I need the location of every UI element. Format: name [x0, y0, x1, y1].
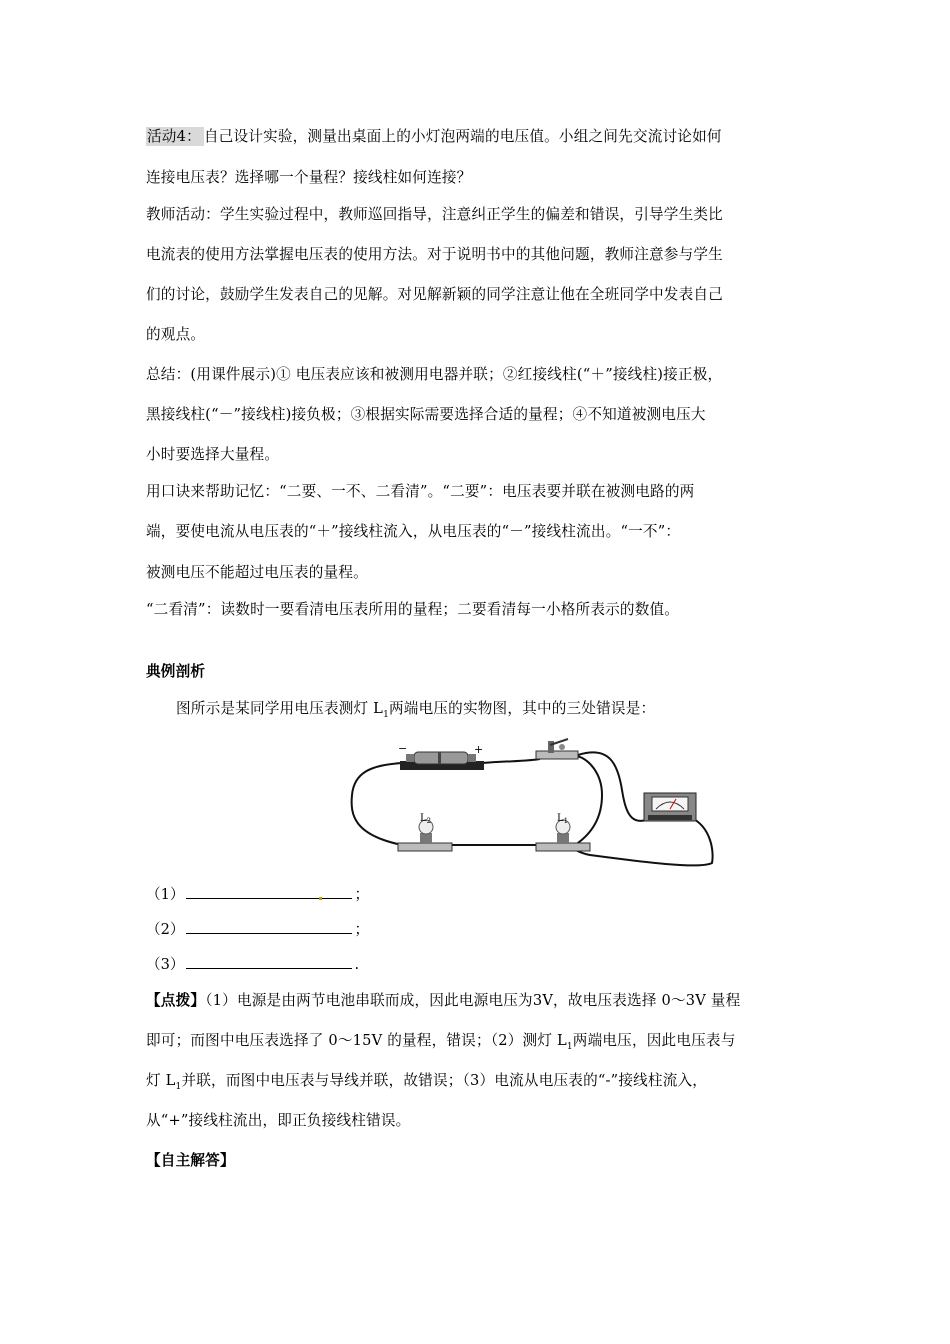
activity-text: 自己设计实验，测量出桌面上的小灯泡两端的电压值。小组之间先交流讨论如何	[203, 128, 722, 145]
answer-blank-2[interactable]	[186, 919, 352, 934]
hint-line-2: 即可；而图中电压表选择了 0～15V 的量程，错误；（2）测灯 $L_1$两端电压，因此电压表与	[146, 1032, 736, 1052]
answer-line-2: （2） ；	[146, 921, 370, 938]
teacher-line-2: 电流表的使用方法掌握电压表的使用方法。对于说明书中的其他问题，教师注意参与学生	[146, 246, 723, 263]
mnemonic-line-2: 端，要使电流从电压表的“＋”接线柱流入，从电压表的“－”接线柱流出。“一不”：	[146, 523, 681, 540]
mnemonic-line-4: “二看清”：读数时一要看清电压表所用的量程；二要看清每一小格所表示的数值。	[146, 601, 680, 618]
battery-plus-label: +	[474, 743, 484, 756]
summary-line-3: 小时要选择大量程。	[146, 446, 280, 463]
battery-minus-label: −	[398, 742, 408, 755]
activity-line-2: 连接电压表？选择哪一个量程？接线柱如何连接？	[146, 169, 472, 186]
mnemonic-line-3: 被测电压不能超过电压表的量程。	[146, 564, 368, 581]
self-answer-label: 【自主解答】	[146, 1152, 235, 1169]
example-question-text-b: 两端电压的实物图，其中的三处错误是：	[389, 700, 656, 717]
answer-blank-3[interactable]	[186, 954, 352, 969]
lamp-l2-label: $L_2$	[420, 813, 432, 825]
example-heading: 典例剖析	[146, 663, 206, 680]
teacher-line-1: 教师活动：学生实验过程中，教师巡回指导，注意纠正学生的偏差和错误，引导学生类比	[146, 206, 723, 223]
activity-line-1	[146, 127, 722, 147]
answer-blank-1[interactable]	[186, 884, 352, 899]
hint-line-3: 灯 $L_1$并联，而图中电压表与导线并联，故错误；（3）电流从电压表的“-”接线柱流入，	[146, 1072, 708, 1092]
answer-number-2: （2）	[146, 921, 185, 938]
hint-label: 【点拨】	[146, 992, 206, 1009]
activity-label: 活动4：	[146, 127, 204, 146]
voltmeter-icon	[644, 793, 696, 821]
teacher-line-3: 们的讨论，鼓励学生发表自己的见解。对见解新颖的同学注意让他在全班同学中发表自己	[146, 286, 723, 303]
lamp-l1-label: $L_1$	[557, 813, 569, 825]
hint-line-4: 从“+”接线柱流出，即正负接线柱错误。	[146, 1112, 411, 1129]
hint-line-1	[146, 991, 740, 1011]
battery-icon	[400, 752, 484, 770]
circuit-figure	[340, 735, 720, 870]
answer-number-3: （3）	[146, 956, 185, 973]
answer-line-3: （3） .	[146, 956, 360, 973]
answer-line-1: （1） ；	[146, 886, 370, 903]
example-question-text-a: 图所示是某同学用电压表测灯 L	[176, 700, 384, 717]
hint-text-1: （1）电源是由两节电池串联而成，因此电源电压为3V，故电压表选择 0～3V 量程	[205, 992, 741, 1009]
switch-icon	[536, 739, 578, 759]
summary-line-2: 黑接线柱(“－”接线柱)接负极；③根据实际需要选择合适的量程；④不知道被测电压大	[146, 406, 706, 423]
answer-number-1: （1）	[146, 886, 185, 903]
lamp-l2-icon	[398, 820, 452, 851]
summary-line-1: 总结：(用课件展示)① 电压表应该和被测用电器并联；②红接线柱(“＋”接线柱)接正极，	[146, 366, 723, 383]
mnemonic-line-1: 用口诀来帮助记忆：“二要、一不、二看清”。“二要”：电压表要并联在被测电路的两	[146, 483, 695, 500]
example-question	[176, 699, 655, 725]
teacher-line-4: 的观点。	[146, 326, 206, 343]
example-question-sub: 1	[383, 709, 389, 720]
